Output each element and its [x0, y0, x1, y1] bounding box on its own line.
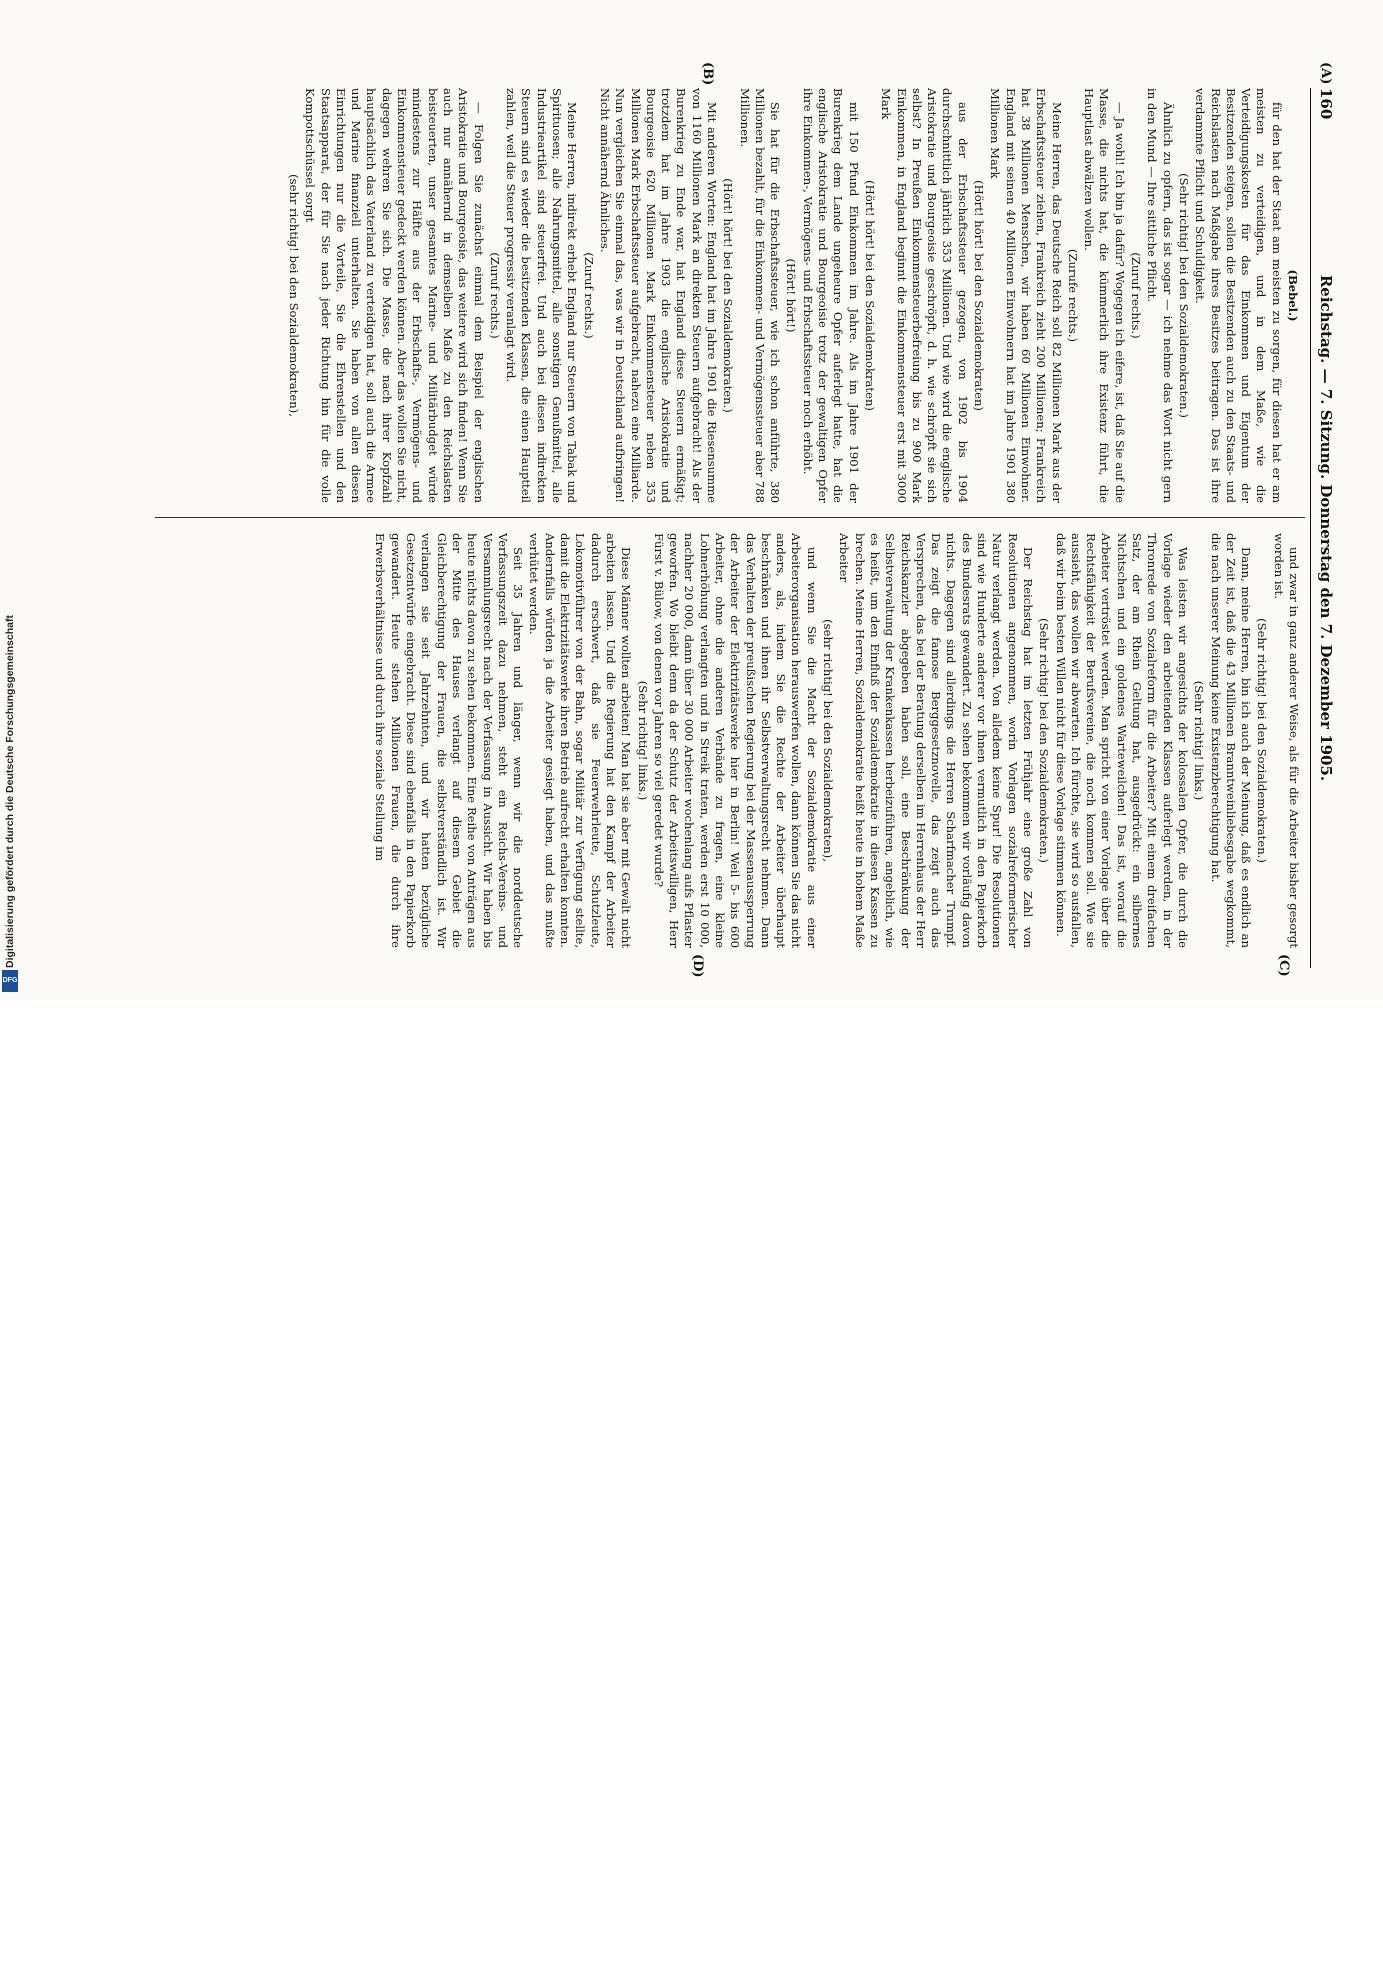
interjection: (Sehr richtig! bei den Sozialdemokraten.)	[1255, 618, 1270, 863]
paragraph: — Folgen Sie zunächst einmal dem Beispiel der englischen Aristokratie und Bourgeoisie, das weitere wird sich finden! Wenn Sie auch nur annähernd in demselben Maße zu den Reichslasten beisteuerten, unser gesamtes Marine- und Militärbudget würde mindestens zur Hälfte aus der Erbschafts-, Vermögens- und Einkommensteuer gedeckt werden können. Aber das wollen Sie nicht, dagegen wehren Sie sich. Die Masse, die nach ihrer Kopfzahl hauptsächlich das Vaterland zu verteidigen hat, soll auch die Armee und Marine finanziell unterhalten. Sie haben von allen diesen Einrichtungen nur die Vorteile, Sie die Ehrenstellen und den Staatsapparat, der für Sie nach jeder Richtung hin für die volle Kompottschüssel sorgt	[303, 88, 486, 503]
interjection: (sehr richtig! bei den Sozialdemokraten),	[287, 174, 301, 417]
rotated-page-content	[85, 62, 1335, 978]
interjection: (Hört! hört!)	[784, 258, 799, 333]
header-title: Reichstag. — 7. Sitzung. Donnerstag den 7. Dezember 1905.	[1317, 274, 1335, 782]
running-header	[1309, 88, 1335, 968]
paragraph: und wenn Sie die Macht der Sozialdemokratie aus einer Arbeiterorganisation herauswerfen wollen, dann können Sie das nicht anders, als, indem Sie die Rechte der Arbeiter überhaupt beschränken und ihnen ihr Selbstverwaltungsrecht nehmen. Dann das Verhalten der preußischen Regierung bei der Massenaussperrung der Arbeiter der Elektrizitätswerke hier in Berlin! Weil 5- bis 600 Arbeiter, ohne die anderen Verbände zu fragen, eine kleine Lohnerhöhung verlangten und in Streik traten, werden erst 10 000, nachher 20 000, dann über 30 000 Arbeiter wochenlang aufs Pflaster geworfen. Wo bleibt denn da der Schutz der Arbeitswilligen, Herr Fürst v. Bülow, von denen vor Jahren so viel geredet wurde?	[651, 533, 819, 948]
speaker-name: (Bebel.)	[1286, 269, 1300, 322]
dfg-logo: DFG	[2, 970, 18, 992]
paragraph: Der Reichstag hat im letzten Frühjahr eine große Zahl von Resolutionen angenommen, worin Vorlagen sozialreformerischer Natur verlangt werden. Von alledem keine Spur! Die Resolutionen sind wie Hunderte anderer vor ihnen vermutlich in den Papierkorb des Bundesrats gewandert. Zu sehen bekommen wir vorläufig davon nichts. Dagegen sind allerdings die Herren Scharfmacher Trumpf. Das zeigt die famose Berggesetznovelle, das zeigt auch das Versprechen, das bei der Beratung derselben im Herrenhaus der Herr Reichskanzler abgegeben haben soll, eine Beschränkung der Selbstverwaltung der Krankenkassen herbeizuführen, angeblich, wie es heißt, um den Einfluß der Sozialdemokratie in diesen Kassen zu brechen. Meine Herren, Sozialdemokratie heißt heute in hohem Maße Arbeiter	[837, 533, 1035, 948]
paragraph: Mit anderen Worten: England hat im Jahre 1901 die Riesensumme von 1160 Millionen Mark an direkten Steuern aufgebracht! Als der Burenkrieg zu Ende war, hat England diese Steuern ermäßigt; trotzdem hat im Jahre 1903 die englische Aristokratie und Bourgeoisie 620 Millionen Mark Einkommensteuer neben 353 Millionen Mark Erbschaftssteuer aufgebracht, nahezu eine Milliarde. Nun vergleichen Sie einmal das, was wir in Deutschland aufbringen! Nicht annähernd Ähnliches.	[597, 88, 720, 503]
paragraph: — Ja wohl! Ich bin ja dafür? Wogegen ich eifere, ist, daß Sie auf die Masse, die nichts hat, die kümmerlich ihre Existenz führt, die Hauptlast abwälzen wollen.	[1082, 88, 1127, 503]
interjection: (Hört! hört! bei den Sozialdemokraten)	[972, 180, 987, 411]
paragraph: Sie hat für die Erbschaftssteuer, wie ich schon anführte, 380 Millionen bezahlt, für die Einkommen- und Vermögenssteuer aber 788 Millionen.	[737, 88, 783, 503]
interjection: (Zurufe rechts.)	[1065, 248, 1080, 343]
page-number: 160	[1317, 88, 1335, 120]
interjection: (Hört! hört! bei den Sozialdemokraten)	[862, 180, 877, 411]
paragraph: Was leisten wir angesichts der kolossalen Opfer, die durch die Vorlage wieder den arbeitenden Klassen auferlegt werden, in der Thronrede von Sozialreform für die Arbeiter? Mit einem dreifachen Satz, der am Rhein Geltung hat, ausgedrückt: ein silbernes Nichtschen und ein goldenes Warteweilchen! Das ist, worauf die Arbeiter vertröstet werden. Man spricht von einer Vorlage über die Rechtsfähigkeit der Berufsvereine, die noch kommen soll. Wie sie aussieht, das wollen wir abwarten. Ich fürchte, sie wird so ausfallen, daß wir beim besten Willen nicht für diese Vorlage stimmen können.	[1053, 533, 1190, 948]
digitization-credit	[4, 615, 26, 1968]
margin-mark-d: (D)	[690, 954, 705, 978]
margin-mark-b: (B)	[700, 62, 715, 86]
interjection: (Sehr richtig! links.)	[635, 680, 650, 801]
paragraph: Meine Herren, das Deutsche Reich soll 82 Millionen Mark aus der Erbschaftssteuer ziehen, Frankreich zieht 200 Millionen; Frankreich hat 38 Millionen Menschen, wir haben 60 Millionen Einwohner. England mit seinen 40 Millionen Einwohnern hat im Jahre 1901 380 Millionen Mark	[988, 88, 1064, 503]
paragraph: Meine Herren, indirekt erhebt England nur Steuern von Tabak und Spirituosen; alle Nahrungsmittel, alle sonstigen Genußmittel, alle Industrieartikel sind steuerfrei. Und auch bei diesen indirekten Steuern sind es wieder die besitzenden Klassen, die einen Hauptteil zahlen, weil die Steuer progressiv veranlagt wird.	[504, 88, 580, 503]
interjection: (Zuruf rechts.)	[1129, 252, 1144, 339]
paragraph: aus der Erbschaftssteuer gezogen, von 1902 bis 1904 durchschnittlich jährlich 353 Millionen. Und wie wird die englische Aristokratie und Bourgeoisie geschröpft, d. h. wie schröpft sie sich selbst? In Preußen Einkommensteuerbefreiung bis zu 900 Mark Einkommen, in England beginnt die Einkommensteuer erst mit 3000 Mark	[879, 88, 970, 503]
interjection: (Sehr richtig! bei den Sozialdemokraten.)	[1176, 173, 1191, 418]
paragraph: Ähnlich zu opfern, das ist sogar — ich nehme das Wort nicht gern in den Mund — Ihre sittliche Pflicht.	[1145, 88, 1175, 503]
paragraph: für den hat der Staat am meisten zu sorgen, für diesen hat er am meisten zu verteidigen, und in dem Maße, wie die Verteidigungskosten für das Einkommen und Eigentum der Besitzenden steigen, sollen die Besitzenden auch zu den Staats- und Reichslasten nach Maßgabe ihres Besitzes beitragen. Das ist ihre verdammte Pflicht und Schuldigkeit.	[1193, 88, 1284, 503]
interjection: (Sehr richtig! links.)	[1192, 680, 1207, 801]
paragraph: Diese Männer wollten arbeiten! Man hat sie aber mit Gewalt nicht arbeiten lassen. Und die Regierung hat den Kampf der Arbeiter dadurch erschwert, daß sie Feuerwehrleute, Schutzleute, Lokomotivführer von der Bahn, sogar Militär zur Verfügung stellte, damit die Elektrizitätswerke ihren Betrieb aufrecht erhalten konnten. Andernfalls würden ja die Arbeiter gesiegt haben, und das mußte verhütet werden.	[527, 533, 634, 948]
paragraph: Seit 35 Jahren und länger, wenn wir die norddeutsche Verfassungszeit dazu nehmen, steht ein Reichs-Vereins- und Versammlungsrecht nach der Verfassung in Aussicht. Wir haben bis heute nichts davon zu sehen bekommen. Eine Reihe von Anträgen aus der Mitte des Hauses verlangt auf diesem Gebiet die Gleichberechtigung der Frauen, die selbstverständlich ist. Wir verlangen sie seit Jahrzehnten, und wir hatten bezügliche Gesetzentwürfe eingebracht. Diese sind ebenfalls in den Papierkorb gewandert. Heute stehen Millionen Frauen, die durch ihre Erwerbsverhältnisse und durch ihre soziale Stellung im	[373, 533, 526, 948]
paragraph: und zwar in ganz anderer Weise, als für die Arbeiter bisher gesorgt worden ist.	[1271, 533, 1301, 948]
margin-mark-c: (C)	[1276, 954, 1291, 977]
interjection: (Zuruf rechts.)	[581, 252, 596, 339]
text-column-right	[121, 533, 1301, 948]
interjection: (Sehr richtig! bei den Sozialdemokraten.)	[1037, 618, 1052, 863]
interjection: (sehr richtig! bei den Sozialdemokraten),	[821, 619, 836, 862]
credit-text: Digitalisierung gefördert durch die Deutsche Forschungsgemeinschaft	[4, 615, 16, 968]
interjection: (Hört! hört! bei den Sozialdemokraten.)	[721, 178, 736, 413]
header-rule	[1310, 88, 1311, 968]
paragraph: mit 150 Pfund Einkommen im Jahre. Als im Jahre 1901 der Burenkrieg dem Lande ungeheure Opfer auferlegt hatte, hat die englische Aristokratie und Bourgeoisie trotz der gewaltigen Opfer ihre Einkommen-, Vermögens- und Erbschaftssteuer noch erhöht.	[800, 88, 861, 503]
text-column-left	[121, 88, 1301, 503]
interjection: (Zuruf rechts.)	[487, 252, 502, 339]
margin-mark-a: (A)	[1318, 62, 1333, 85]
paragraph: Dann, meine Herren, bin ich auch der Meinung, daß es endlich an der Zeit ist, daß die 43 Millionen Branntweinliebesgabe wegkommt, die nach unserer Meinung keine Existenzberechtigung hat.	[1208, 533, 1254, 948]
column-divider	[155, 517, 1305, 518]
